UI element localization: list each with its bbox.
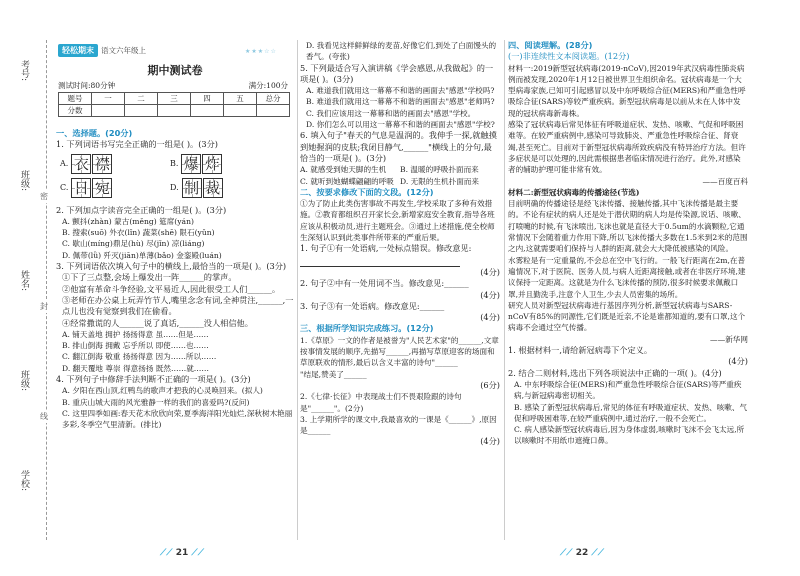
question-5: 5. 下列最适合写入演讲稿《学会感恩,从我做起》的一项是( )。(3分) bbox=[300, 62, 494, 84]
brand-logo bbox=[58, 44, 146, 57]
q4-option-b[interactable]: B. 重庆山城大雨的风光雅静一样的我们的喜爱吗?(反问) bbox=[62, 397, 250, 407]
revise-1: 1. 句子①有一处语病,一处标点错误。修改意见: bbox=[300, 243, 472, 254]
q4-option-a[interactable]: A. 夕阳在西山顶,红鸭鸟的歌声才把我的心灵唤回来。(拟人) bbox=[62, 386, 263, 396]
q6-options bbox=[300, 164, 500, 187]
q1-option-a[interactable]: A. 衣 襟 bbox=[60, 154, 170, 174]
material-1-b: 感染了冠状病毒后常见体征有呼吸道症状、发热、咳嗽、气促和呼吸困难等。在较严重病例中,感染可导致肺炎、严重急性呼吸综合征、肾衰竭,甚至死亡。目前对于新型冠状病毒所致疾病没有特异治疗方法。但许多症状是可以处理的,因此需根据患者临床情况进行治疗。此外,对感染者的辅助护理可能非常有效。 bbox=[508, 120, 746, 175]
knowledge-2: 2.《七律·长征》中表现战士们不畏艰险跟的诗句是"______"。(2分) bbox=[300, 392, 462, 413]
q6-option-b[interactable]: B. 温暖的呼吸扑面而来 bbox=[400, 165, 479, 175]
q3-item: ③老师在办公桌上玩弄竹节人,嘴里念念有词,全神贯注,______,一点儿也没有觉察到我们在偷看。 bbox=[62, 294, 294, 317]
question-3: 3. 下列词语依次填入句子中的横线上,最恰当的一项是( )。(3分) bbox=[56, 261, 287, 272]
q4-option-d[interactable]: D. 我看见这样鲜鲜绿的麦苗,好像它们,到处了白面馒头的香气。(夸张) bbox=[306, 41, 497, 62]
seal-char: 封 bbox=[40, 302, 48, 311]
column-divider bbox=[297, 40, 298, 540]
section-3-title: 三、根据所学知识完成练习。(12分) bbox=[300, 323, 434, 334]
section-1-title: 一、选择题。(20分) bbox=[56, 128, 133, 138]
score-cell[interactable] bbox=[125, 105, 158, 117]
knowledge-3-score: (4分) bbox=[480, 436, 500, 447]
material-2-b: 目前明确的传播途径是经飞沫传播、接触传播,其中飞沫传播是最主要的。不论有症状的病人还是处于潜伏期的病人均是传染源,说话、咳嗽、打喷嚏的时候,有飞沫喷出,飞沫也就是直径大于0.5um的水滴颗粒,它通常情况下会随着重力作用下降,所以飞沫传播大多数在1.5米到2米的范围之内,这就需要咱们保持与人群的距离,就会大大降低被感染的风险。 bbox=[508, 199, 748, 254]
material-2-d: 研究人员对新型冠状病毒进行基因序列分析,新型冠状病毒与SARS-nCoV有85%的同源性,它们既是近亲,不论是谁都知道的,要有口罩,这个病毒不会通过空气传播。 bbox=[508, 300, 746, 333]
q1-option-c[interactable]: C. 日 宛 bbox=[60, 178, 170, 198]
q4-option-c[interactable]: C. 这里四季如画:春天花木欣欣向荣,夏季海洋阳光灿烂,深秋树木艳丽多彩,冬季空气里清新。(排比) bbox=[62, 408, 293, 430]
school-label: 学校: bbox=[19, 470, 29, 492]
material-2-title: 材料二:新型冠状病毒的传播途径(节选) bbox=[508, 187, 640, 197]
name-label: 姓名: bbox=[19, 270, 29, 292]
revise-2: 2. 句子②中有一处用词不当。修改意见:______ bbox=[300, 278, 469, 289]
question-1: 1. 下列词语书写完全正确的一组是( )。(3分) bbox=[56, 139, 219, 150]
q3-option-b[interactable]: B. 排山倒海 拥戴 忘乎所以 即使……也…… bbox=[62, 341, 209, 351]
score-header: 四 bbox=[191, 93, 224, 105]
q1-option-b[interactable]: B. 爆 炸 bbox=[170, 154, 280, 174]
score-header: 三 bbox=[158, 93, 191, 105]
column-1 bbox=[56, 128, 294, 431]
reading-q1: 1. 根据材料一,请给新冠病毒下个定义。 bbox=[508, 345, 653, 356]
column-3 bbox=[508, 40, 748, 447]
score-table bbox=[58, 92, 290, 117]
q3-option-c[interactable]: C. 翻江倒海 敬重 扬扬得意 因为……所以…… bbox=[62, 352, 217, 362]
knowledge-1-score: (6分) bbox=[480, 379, 500, 390]
exam-title: 期中测试卷 bbox=[147, 64, 203, 77]
q3-item: ①下了三点整,会场上爆发出一阵______的掌声。 bbox=[62, 272, 237, 283]
source-2: ——新华网 bbox=[710, 334, 748, 344]
score-cell[interactable] bbox=[191, 105, 224, 117]
column-2 bbox=[300, 40, 500, 448]
score-header: 五 bbox=[224, 93, 257, 105]
seal-char: 线 bbox=[40, 412, 48, 421]
binding-margin bbox=[6, 40, 50, 540]
q2-option-b[interactable]: B. 搜索(suō) 外衣(lǐn) 蔬菜(shē) 限石(yǔn) bbox=[62, 228, 215, 238]
score-row-label: 分数 bbox=[59, 105, 92, 117]
question-2: 2. 下列加点字读音完全正确的一组是( )。(3分) bbox=[56, 204, 227, 215]
score-header: 一 bbox=[92, 93, 125, 105]
knowledge-1-end: "结尾,赞美了______ bbox=[300, 369, 367, 379]
q5-option-c[interactable]: C. 我们应该用这一幕幕和谐的画面去"感恩"学校。 bbox=[306, 108, 476, 118]
subsection-1-title: (一)非连续性文本阅读题。(12分) bbox=[508, 51, 630, 62]
score-cell[interactable] bbox=[92, 105, 125, 117]
revise-3: 3. 句子③有一处语病。修改意见:______ bbox=[300, 300, 445, 311]
section-2-title: 二、按要求修改下面的文段。(12分) bbox=[300, 186, 434, 197]
time-limit: 测试时间:80分钟 bbox=[58, 81, 116, 90]
q5-option-a[interactable]: A. 难道我们就用这一幕幕不和谐的画面去"感恩"学校吗? bbox=[306, 86, 495, 96]
class-label-2: 班级: bbox=[19, 370, 29, 392]
exam-info bbox=[58, 80, 288, 91]
material-1: 材料一:2019新型冠状病毒(2019-nCoV),因2019年武汉病毒性肺炎病例而被发现,2020年1月12日被世界卫生组织命名。冠状病毒是一个大型病毒家族,已知可引起感冒以及中东呼吸综合征(MERS)和严重急性呼吸综合征(SARS)等较严重疾病。新型冠状病毒是以前从未在人体中发现的冠状病毒新毒株。 bbox=[508, 63, 746, 118]
revise-3-score: (4分) bbox=[480, 312, 500, 323]
question-6: 6. 填入句子"春天的气息是温润的。我伸手一探,就触摸到她握润的皮肤;我闭目静气,______"横线上的分句,最恰当的一项是( )。(3分) bbox=[300, 130, 497, 163]
score-cell[interactable] bbox=[257, 105, 290, 117]
score-header: 二 bbox=[125, 93, 158, 105]
q3-item: ④经常撒谎的人______说了真话,______没人相信他。 bbox=[62, 317, 253, 328]
brand-name: 轻松期末 bbox=[58, 44, 98, 57]
star-rating: ★★★☆☆ bbox=[245, 48, 277, 55]
passage: ①为了防止此类伤害事故不再发生,学校采取了多种有效措施。②教育都组织召开家长会,新增家庭安全教育,指导各班应该从积极动员,进行主题班会。③通过上述措施,使全校师生深刻认识到此类事件所带来的严重后果。 bbox=[300, 199, 495, 243]
score-cell[interactable] bbox=[224, 105, 257, 117]
knowledge-1: 1.《草原》一文的作者是被誉为"人民艺术家"的______,文章按事情发展的顺序,先描写______,再描写草原迎客的场面和草原联欢的情形,最后以含义丰富的诗句"______ bbox=[300, 335, 499, 368]
score-cell[interactable] bbox=[158, 105, 191, 117]
material-2-c: 水雾粒是有一定重量的,不会总在空中飞行的。一般飞行距离在2m,在普遍情况下,对于医院、医务人员,与病人近距离接触,或者在非医疗环境,建议保持一定距离。这就是为什么飞沫传播的预防,很多时候要求佩戴口罩,并且勤洗手,注意个人卫生,少去人员密集的场所。 bbox=[508, 255, 746, 299]
q1-option-d[interactable]: D. 制 裁 bbox=[170, 178, 280, 198]
q5-option-d[interactable]: D. 你们怎么可以用这一幕幕不和谐的画面去"感恩"学校? bbox=[306, 120, 495, 130]
question-4: 4. 下列句子中修辞手法判断不正确的一项是( )。(3分) bbox=[56, 374, 251, 385]
q3-option-a[interactable]: A. 铺天盖地 拥护 扬扬得意 虽……但是…… bbox=[62, 329, 209, 339]
page-number-right: ⟋⟋ 22 ⟋⟋ bbox=[560, 548, 605, 558]
score-header: 总分 bbox=[257, 93, 290, 105]
score-header: 题号 bbox=[59, 93, 92, 105]
q2-option-d[interactable]: D. 佩带(lǜ) 歼灭(jiān)单薄(bǎo) 金銮殿(luán) bbox=[62, 250, 222, 260]
source-1: ——百度百科 bbox=[702, 176, 748, 186]
q1-options bbox=[60, 154, 294, 202]
reading-q2: 2. 结合二则材料,选出下列各项说法中正确的一项( )。(4分) bbox=[508, 367, 722, 378]
q3-item: ②他富有革命斗争经验,文平易近人,因此很受工人们______。 bbox=[62, 283, 281, 294]
page-number-left: ⟋⟋ 21 ⟋⟋ bbox=[160, 548, 205, 558]
column-divider bbox=[504, 40, 505, 540]
q3-option-d[interactable]: D. 翻天覆地 尊崇 得意扬扬 既然……就…… bbox=[62, 363, 209, 373]
revise-2-score: (4分) bbox=[480, 289, 500, 300]
q6-option-d[interactable]: D. 无限的生机扑面而来 bbox=[400, 176, 479, 186]
revise-1-score: (4分) bbox=[480, 266, 500, 277]
reading-q2-option-b[interactable]: B. 感染了新型冠状病毒后,常见的体征有呼吸道症状、发热、咳嗽、气促和呼吸困难等,在较严重病例中,通过治疗,一般不会死亡。 bbox=[514, 402, 748, 423]
seal-line bbox=[46, 40, 47, 540]
q2-option-a[interactable]: A. 颤抖(zhàn) 蒙古(měng) 筵席(yán) bbox=[62, 216, 194, 226]
revise-1-line[interactable] bbox=[300, 255, 500, 267]
reading-q2-option-a[interactable]: A. 中东呼吸综合征(MERS)和严重急性呼吸综合征(SARS)等严重疾病,与新冠病毒密切相关。 bbox=[514, 379, 742, 401]
brand-subtitle: 语文六年级上 bbox=[101, 46, 146, 55]
knowledge-3: 3. 上学期所学的课文中,我最喜欢的一课是《______》,原因是______ bbox=[300, 414, 497, 436]
q2-option-c[interactable]: C. 歇山(míng)鼎足(hù) 尽(jǐn) 凉(liáng) bbox=[62, 239, 205, 249]
seal-char: 密 bbox=[40, 192, 48, 201]
full-score: 满分:100分 bbox=[248, 81, 288, 90]
q6-option-a[interactable]: A. 就感受到她天脚的生机 bbox=[300, 165, 387, 175]
number-label: 考号: bbox=[19, 60, 29, 82]
class-label: 班级: bbox=[19, 170, 29, 192]
reading-q1-score: (4分) bbox=[728, 356, 748, 367]
reading-q2-option-c[interactable]: C. 病人感染新型冠状病毒后,因为身体虚弱,咳嗽时飞沫不会飞太远,所以咳嗽时不用纸巾遮掩口鼻。 bbox=[514, 425, 745, 446]
q6-option-c[interactable]: C. 就听到她蝴蝶翩翩的呼吸 bbox=[300, 176, 394, 186]
q5-option-b[interactable]: B. 难道我们就用这一幕幕不和谐的画面去"感恩"老师吗? bbox=[306, 97, 495, 107]
section-4-title: 四、阅读理解。(28分) bbox=[508, 40, 593, 50]
